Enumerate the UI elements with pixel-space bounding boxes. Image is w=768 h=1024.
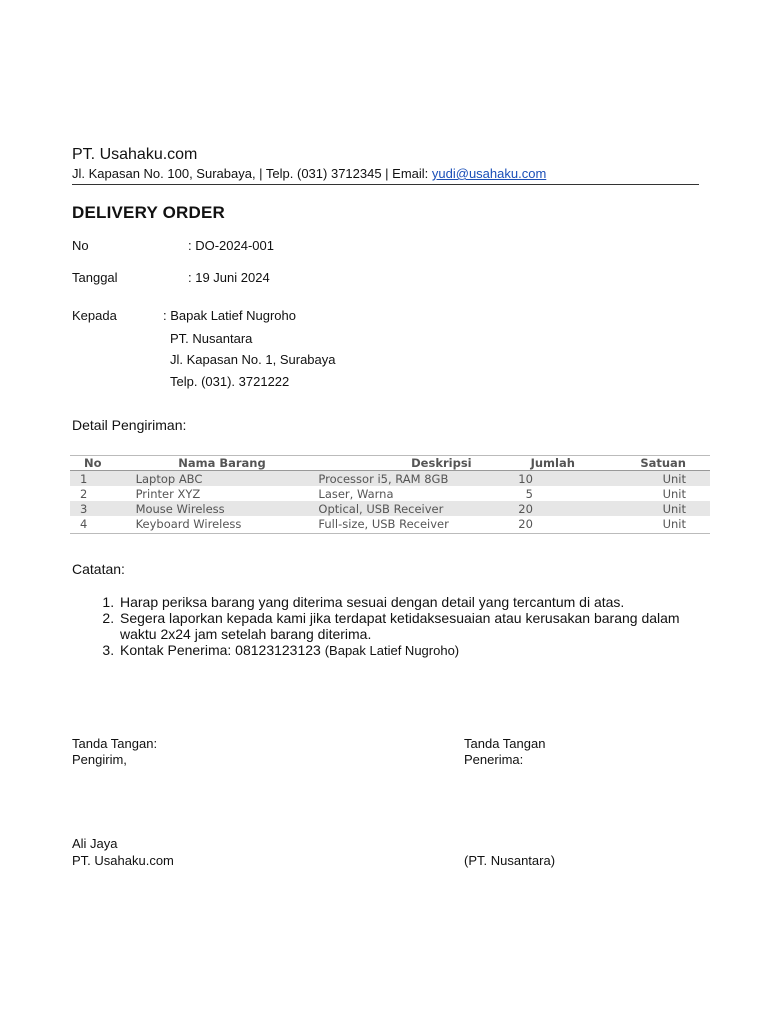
row-no: 3 bbox=[70, 501, 126, 516]
address-text: Jl. Kapasan No. 100, Surabaya, | Telp. (031) 3712345 | Email: bbox=[72, 166, 432, 181]
date-value: : 19 Juni 2024 bbox=[188, 270, 270, 285]
to-label: Kepada bbox=[72, 308, 117, 323]
note-item: 1. Harap periksa barang yang diterima sesuai dengan detail yang tercantum di atas. bbox=[118, 594, 718, 610]
row-qty: 20 bbox=[476, 516, 579, 534]
no-label: No bbox=[72, 238, 89, 253]
table-row bbox=[70, 501, 710, 516]
note-contact: Kontak Penerima: 08123123123 bbox=[120, 642, 325, 658]
table-header-row bbox=[70, 456, 710, 471]
table-row bbox=[70, 471, 710, 487]
sender-signature-role: Pengirim, bbox=[72, 752, 127, 767]
row-name: Keyboard Wireless bbox=[126, 516, 319, 534]
notes-heading: Catatan: bbox=[72, 561, 125, 577]
company-address bbox=[72, 166, 546, 181]
row-desc: Optical, USB Receiver bbox=[318, 501, 475, 516]
note-contact-name: (Bapak Latief Nugroho) bbox=[324, 643, 460, 658]
sender-name: Ali Jaya bbox=[72, 836, 118, 851]
sender-signature-label: Tanda Tangan: bbox=[72, 736, 158, 751]
row-unit: Unit bbox=[579, 516, 710, 534]
row-no: 1 bbox=[70, 471, 126, 487]
recipient-phone: Telp. (031). 3721222 bbox=[170, 374, 290, 389]
email-link[interactable]: yudi@usahaku.com bbox=[431, 166, 547, 181]
col-no-header: No bbox=[70, 456, 126, 471]
row-unit: Unit bbox=[579, 471, 710, 487]
header-divider bbox=[72, 184, 699, 185]
notes-list bbox=[72, 594, 718, 659]
recipient-company: PT. Nusantara bbox=[170, 331, 253, 346]
row-desc: Laser, Warna bbox=[318, 486, 394, 501]
date-label: Tanggal bbox=[72, 270, 118, 285]
row-no: 2 bbox=[80, 486, 88, 501]
note-item bbox=[118, 642, 718, 659]
row-qty: 20 bbox=[476, 501, 579, 516]
note-item: 2. Segera laporkan kepada kami jika terdapat ketidaksesuaian atau kerusakan barang dalam waktu 2x24 jam setelah barang diterima. bbox=[118, 610, 718, 642]
table-row bbox=[70, 486, 710, 501]
row-unit: Unit bbox=[579, 501, 710, 516]
receiver-signature-role: Penerima: bbox=[464, 752, 524, 767]
row-qty: 5 bbox=[525, 486, 533, 501]
items-table bbox=[70, 455, 710, 534]
recipient-address: Jl. Kapasan No. 1, Surabaya bbox=[170, 352, 336, 367]
receiver-company: (PT. Nusantara) bbox=[464, 853, 556, 868]
row-name: Mouse Wireless bbox=[126, 501, 319, 516]
row-qty: 10 bbox=[476, 471, 579, 487]
sender-company: PT. Usahaku.com bbox=[72, 853, 174, 868]
row-name: Printer XYZ bbox=[135, 486, 201, 501]
col-desc-header: Deskripsi bbox=[318, 456, 475, 471]
col-name-header: Nama Barang bbox=[126, 456, 319, 471]
company-name: PT. Usahaku.com bbox=[72, 146, 198, 163]
recipient-name: : Bapak Latief Nugroho bbox=[163, 308, 296, 323]
col-unit-header: Satuan bbox=[579, 456, 710, 471]
col-qty-header: Jumlah bbox=[476, 456, 579, 471]
row-desc: Processor i5, RAM 8GB bbox=[318, 471, 475, 487]
table-row bbox=[70, 516, 710, 534]
row-desc: Full-size, USB Receiver bbox=[318, 516, 475, 534]
row-no: 4 bbox=[70, 516, 126, 534]
detail-heading: Detail Pengiriman: bbox=[72, 417, 187, 433]
row-unit: Unit bbox=[662, 486, 686, 501]
document-title: DELIVERY ORDER bbox=[72, 203, 225, 222]
row-name: Laptop ABC bbox=[126, 471, 319, 487]
receiver-signature-label: Tanda Tangan bbox=[464, 736, 546, 751]
no-value: : DO-2024-001 bbox=[188, 238, 274, 253]
